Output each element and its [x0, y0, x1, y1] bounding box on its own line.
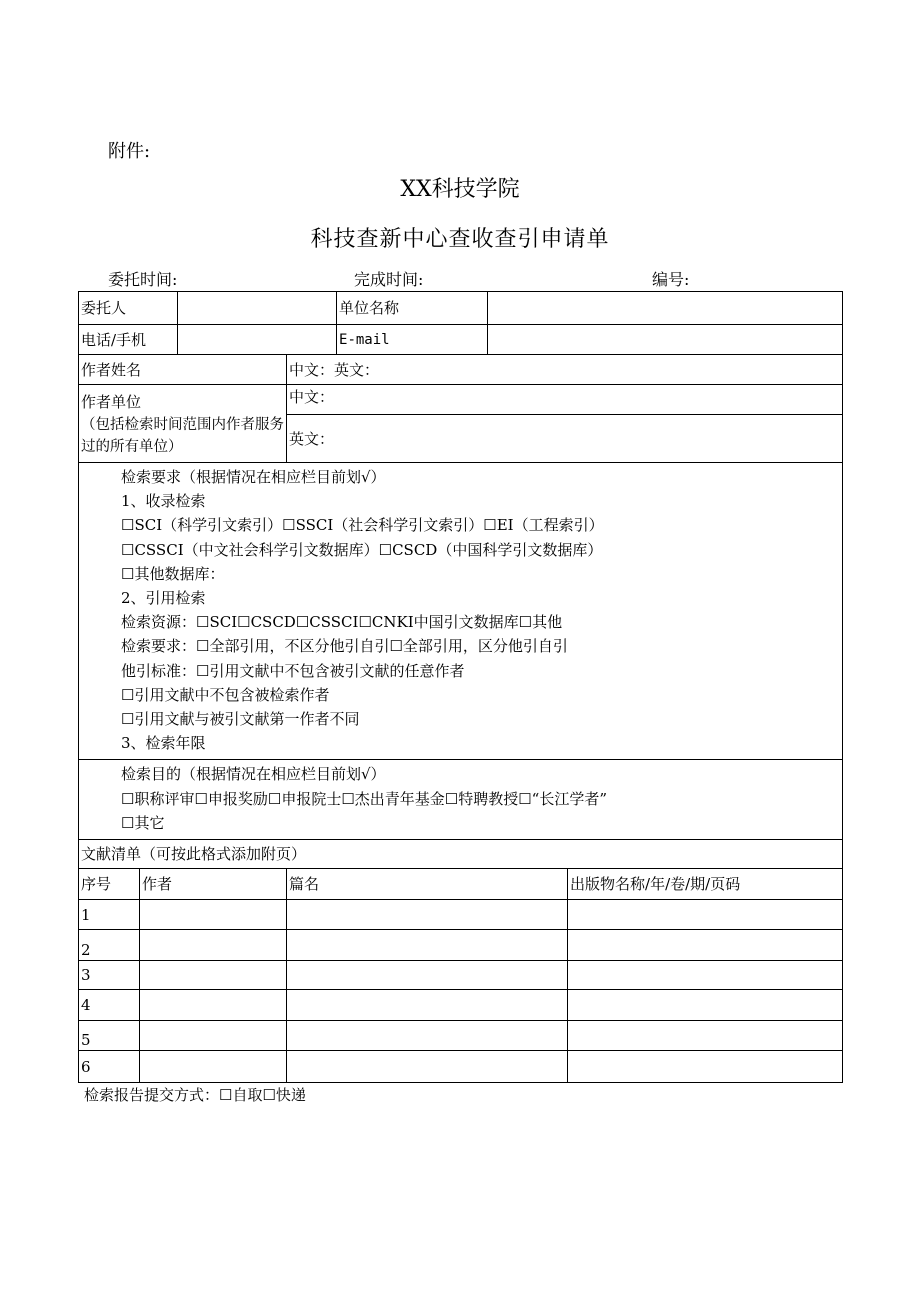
search-line-citation: 2、引用检索	[121, 589, 206, 608]
author-cell[interactable]	[140, 990, 287, 1021]
report-submission-method[interactable]: 检索报告提交方式：☐自取☐快递	[84, 1086, 306, 1104]
row-number: 6	[79, 1051, 140, 1083]
author-cell[interactable]	[140, 1021, 287, 1051]
author-cell[interactable]	[140, 1051, 287, 1083]
table-row	[79, 1051, 843, 1083]
purpose-heading: 检索目的（根据情况在相应栏目前划√）	[121, 765, 386, 784]
form-title: 科技查新中心查收查引申请单	[310, 227, 610, 252]
attachment-label: 附件:	[108, 141, 151, 162]
publication-cell[interactable]	[568, 900, 843, 930]
unit-name-label: 单位名称	[337, 292, 488, 325]
search-line-indexes-1[interactable]: ☐SCI（科学引文索引）☐SSCI（社会科学引文索引）☐EI（工程索引）	[121, 516, 604, 535]
publication-cell[interactable]	[568, 1021, 843, 1051]
author-unit-label: 作者单位	[81, 393, 142, 411]
title-cell[interactable]	[287, 1051, 568, 1083]
table-row	[79, 900, 843, 930]
title-cell[interactable]	[287, 990, 568, 1021]
completion-time-label: 完成时间:	[354, 270, 424, 289]
search-line-requirement[interactable]: 检索要求：☐全部引用，不区分他引自引☐全部引用，区分他引自引	[121, 637, 568, 656]
title-cell[interactable]	[287, 1021, 568, 1051]
search-line-years: 3、检索年限	[121, 734, 206, 753]
author-unit-cell	[79, 385, 287, 463]
title-cell[interactable]	[287, 930, 568, 961]
search-line-standard-3[interactable]: ☐引用文献与被引文献第一作者不同	[121, 710, 360, 729]
author-cell[interactable]	[140, 900, 287, 930]
title-cell[interactable]	[287, 961, 568, 990]
col-header-title: 篇名	[287, 869, 568, 900]
commission-time-label: 委托时间:	[108, 270, 178, 289]
literature-list-title: 文献清单（可按此格式添加附页）	[79, 840, 843, 869]
title-cell[interactable]	[287, 900, 568, 930]
author-unit-note: （包括检索时间范围内作者服务过的所有单位）	[81, 417, 284, 455]
unit-name-field[interactable]	[488, 292, 843, 325]
author-unit-en-field[interactable]: 英文：	[287, 415, 843, 463]
search-line-standard[interactable]: 他引标准：☐引用文献中不包含被引文献的任意作者	[121, 661, 465, 680]
author-unit-cn-field[interactable]: 中文：	[287, 385, 843, 415]
purpose-other[interactable]: ☐其它	[121, 813, 165, 832]
search-line-inclusion: 1、收录检索	[121, 492, 206, 511]
email-field[interactable]	[488, 325, 843, 355]
search-line-heading: 检索要求（根据情况在相应栏目前划√）	[121, 468, 386, 486]
email-label: E-mail	[337, 325, 488, 355]
search-line-standard-2[interactable]: ☐引用文献中不包含被检索作者	[121, 685, 330, 704]
search-line-other-db[interactable]: ☐其他数据库：	[121, 564, 225, 583]
organization-title: XX科技学院	[400, 177, 520, 202]
purpose-options[interactable]: ☐职称评审☐申报奖励☐申报院士☐杰出青年基金☐特聘教授☐“长江学者”	[121, 789, 608, 808]
publication-cell[interactable]	[568, 1051, 843, 1083]
table-row	[79, 1021, 843, 1051]
col-header-author: 作者	[140, 869, 287, 900]
row-number: 1	[79, 900, 140, 930]
search-purpose-block	[79, 760, 843, 840]
client-label: 委托人	[79, 292, 178, 325]
author-cell[interactable]	[140, 961, 287, 990]
publication-cell[interactable]	[568, 961, 843, 990]
row-number: 3	[79, 961, 140, 990]
search-requirements-block	[79, 463, 843, 760]
author-name-field[interactable]: 中文：英文：	[287, 355, 843, 385]
number-label: 编号:	[652, 270, 690, 289]
col-header-publication: 出版物名称/年/卷/期/页码	[568, 869, 843, 900]
phone-label: 电话/手机	[79, 325, 178, 355]
publication-cell[interactable]	[568, 930, 843, 961]
client-field[interactable]	[178, 292, 337, 325]
phone-field[interactable]	[178, 325, 337, 355]
search-line-indexes-2[interactable]: ☐CSSCI（中文社会科学引文数据库）☐CSCD（中国科学引文数据库）	[121, 540, 603, 559]
publication-cell[interactable]	[568, 990, 843, 1021]
search-line-resources[interactable]: 检索资源：☐SCI☐CSCD☐CSSCI☐CNKI中国引文数据库☐其他	[121, 613, 563, 632]
row-number: 2	[79, 930, 140, 961]
table-row	[79, 990, 843, 1021]
col-header-no: 序号	[79, 869, 140, 900]
row-number: 5	[79, 1021, 140, 1051]
row-number: 4	[79, 990, 140, 1021]
table-row	[79, 961, 843, 990]
author-cell[interactable]	[140, 930, 287, 961]
author-name-label: 作者姓名	[79, 355, 287, 385]
table-row	[79, 930, 843, 961]
application-form-table	[78, 291, 843, 1083]
